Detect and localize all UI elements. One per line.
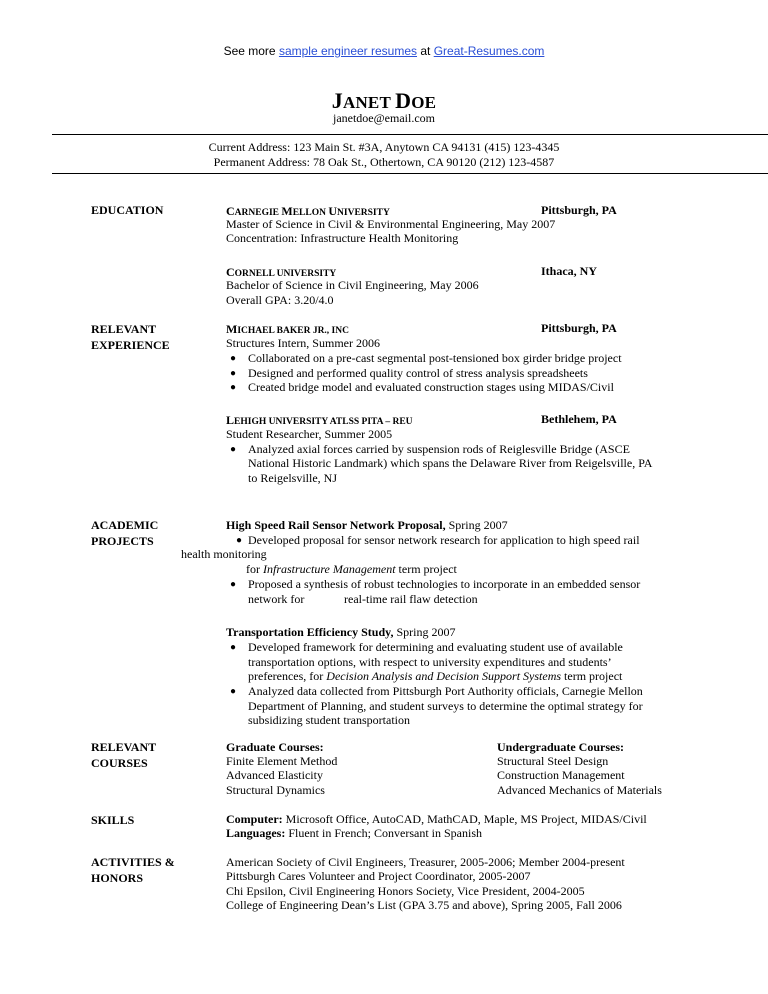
education-location-cmu: Pittsburgh, PA (541, 203, 617, 217)
sample-resumes-link[interactable]: sample engineer resumes (278, 44, 418, 58)
promo-middle: at (417, 44, 434, 58)
project-bullet: Developed framework for determining and evaluating student use of available (248, 640, 623, 654)
bullet-icon: ● (229, 642, 237, 653)
project-bullet-cont: real-time rail flaw detection (344, 592, 478, 606)
bullet-icon: ● (229, 444, 237, 455)
bullet-icon: ● (229, 579, 237, 590)
divider-top (52, 134, 768, 135)
bullet-icon: ● (229, 382, 237, 393)
education-degree-cornell: Bachelor of Science in Civil Engineering, May 2006 (226, 278, 479, 292)
project-title-transport: Transportation Efficiency Study, Spring 2007 (226, 625, 456, 639)
section-experience: RELEVANT EXPERIENCE (91, 322, 170, 352)
skills-computer: Computer: Microsoft Office, AutoCAD, MathCAD, Maple, MS Project, MIDAS/Civil (226, 812, 647, 826)
education-location-cornell: Ithaca, NY (541, 264, 597, 278)
experience-location-lehigh: Bethlehem, PA (541, 412, 617, 426)
bullet-icon: ● (229, 353, 237, 364)
great-resumes-link[interactable]: Great-Resumes.com (433, 44, 545, 58)
current-address: Current Address: 123 Main St. #3A, Anytown CA 94131 (415) 123-4345 (208, 140, 560, 154)
experience-bullet: Designed and performed quality control of stress analysis spreadsheets (248, 366, 588, 380)
experience-bullet-cont: National Historic Landmark) which spans the Delaware River from Reigelsville, PA (248, 456, 653, 470)
project-bullet: Developed proposal for sensor network research for application to high speed rail (248, 533, 640, 547)
experience-bullet-cont: to Reigelsville, NJ (248, 471, 337, 485)
bullet-icon: ● (235, 535, 243, 546)
activity-item: American Society of Civil Engineers, Treasurer, 2005-2006; Member 2004-present (226, 855, 625, 869)
graduate-course: Advanced Elasticity (226, 768, 323, 782)
education-gpa-cornell: Overall GPA: 3.20/4.0 (226, 293, 334, 307)
experience-org-lehigh: LEHIGH UNIVERSITY ATLSS PITA – REU (226, 413, 413, 427)
project-bullet-cont: network for (248, 592, 305, 606)
education-org-cornell: CORNELL UNIVERSITY (226, 265, 337, 279)
project-bullet-cont: subsidizing student transportation (248, 713, 410, 727)
education-degree-cmu: Master of Science in Civil & Environmental Engineering, May 2007 (226, 217, 556, 231)
graduate-courses-heading: Graduate Courses: (226, 740, 324, 754)
permanent-address: Permanent Address: 78 Oak St., Othertown, CA 90120 (212) 123-4587 (213, 155, 555, 169)
promo-banner (0, 44, 768, 58)
undergraduate-courses-heading: Undergraduate Courses: (497, 740, 624, 754)
education-concentration-cmu: Concentration: Infrastructure Health Monitoring (226, 231, 459, 245)
graduate-course: Structural Dynamics (226, 783, 325, 797)
project-bullet-cont: for Infrastructure Management term project (246, 562, 457, 576)
experience-bullet: Analyzed axial forces carried by suspension rods of Reiglesville Bridge (ASCE (248, 442, 630, 456)
bullet-icon: ● (229, 686, 237, 697)
education-org-cmu: CARNEGIE MELLON UNIVERSITY (226, 204, 390, 218)
project-bullet: Analyzed data collected from Pittsburgh Port Authority officials, Carnegie Mellon (248, 684, 643, 698)
experience-location-baker: Pittsburgh, PA (541, 321, 617, 335)
candidate-email: janetdoe@email.com (332, 111, 435, 125)
project-bullet-cont: health monitoring (181, 547, 267, 561)
activity-item: College of Engineering Dean’s List (GPA 3.75 and above), Spring 2005, Fall 2006 (226, 898, 622, 912)
undergraduate-course: Advanced Mechanics of Materials (497, 783, 662, 797)
section-skills: SKILLS (91, 813, 135, 827)
graduate-course: Finite Element Method (226, 754, 338, 768)
project-title-rail: High Speed Rail Sensor Network Proposal, Spring 2007 (226, 518, 508, 532)
section-activities: ACTIVITIES & HONORS (91, 855, 175, 885)
project-bullet-cont: transportation options, with respect to university expenditures and students’ (248, 655, 612, 669)
activity-item: Pittsburgh Cares Volunteer and Project Coordinator, 2005-2007 (226, 869, 531, 883)
activity-item: Chi Epsilon, Civil Engineering Honors Society, Vice President, 2004-2005 (226, 884, 585, 898)
project-bullet-cont: Department of Planning, and student surveys to determine the optimal strategy for (248, 699, 643, 713)
experience-bullet: Collaborated on a pre-cast segmental post-tensioned box girder bridge project (248, 351, 622, 365)
experience-org-baker: MICHAEL BAKER JR., INC (226, 322, 349, 336)
section-education: EDUCATION (91, 203, 164, 217)
bullet-icon: ● (229, 368, 237, 379)
skills-languages: Languages: Fluent in French; Conversant in Spanish (226, 826, 482, 840)
experience-bullet: Created bridge model and evaluated construction stages using MIDAS/Civil (248, 380, 614, 394)
section-projects: ACADEMIC PROJECTS (91, 518, 159, 548)
candidate-name: JANET DOE (331, 88, 437, 113)
section-courses: RELEVANT COURSES (91, 740, 157, 770)
experience-role-lehigh: Student Researcher, Summer 2005 (226, 427, 393, 441)
divider-bottom (52, 173, 768, 174)
undergraduate-course: Construction Management (497, 768, 625, 782)
promo-prefix: See more (223, 44, 279, 58)
experience-role-baker: Structures Intern, Summer 2006 (226, 336, 380, 350)
project-bullet-cont: preferences, for Decision Analysis and Decision Support Systems term project (248, 669, 623, 683)
undergraduate-course: Structural Steel Design (497, 754, 609, 768)
project-bullet: Proposed a synthesis of robust technologies to incorporate in an embedded sensor (248, 577, 641, 591)
